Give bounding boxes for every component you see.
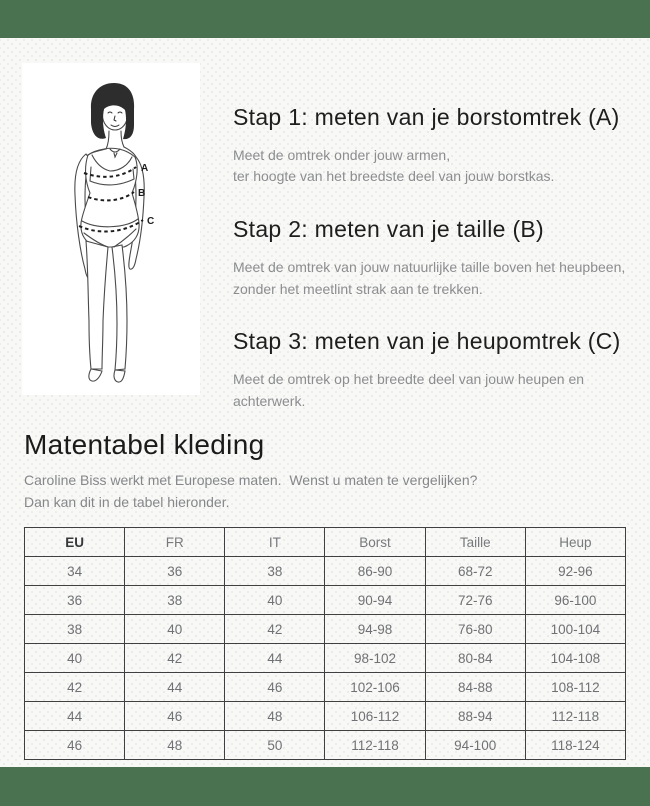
step-3 (233, 327, 626, 412)
table-row (25, 557, 626, 586)
table-cell: 108-112 (525, 673, 625, 702)
table-cell: 84-88 (425, 673, 525, 702)
table-cell: 90-94 (325, 586, 425, 615)
table-cell: 36 (125, 557, 225, 586)
table-cell: 100-104 (525, 615, 625, 644)
measurement-guide-row (22, 63, 626, 412)
table-row (25, 702, 626, 731)
table-cell: 38 (125, 586, 225, 615)
table-cell: 40 (125, 615, 225, 644)
table-cell: 42 (25, 673, 125, 702)
table-cell: 106-112 (325, 702, 425, 731)
table-cell: 68-72 (425, 557, 525, 586)
step-1-line-1: Meet de omtrek onder jouw armen, (233, 146, 451, 163)
table-row (25, 731, 626, 760)
table-cell: 112-118 (525, 702, 625, 731)
step-3-line-1: Meet de omtrek op het breedte deel van jouw heupen en achterwerk. (233, 371, 585, 409)
table-row (25, 586, 626, 615)
table-cell: 42 (225, 615, 325, 644)
table-cell: 38 (25, 615, 125, 644)
table-cell: 46 (125, 702, 225, 731)
size-table-header (25, 528, 626, 557)
table-cell: 38 (225, 557, 325, 586)
table-cell: 40 (25, 644, 125, 673)
top-border-bar (0, 0, 650, 38)
waist-label: B (138, 188, 146, 199)
table-cell: 92-96 (525, 557, 625, 586)
table-cell: 112-118 (325, 731, 425, 760)
table-cell: 94-100 (425, 731, 525, 760)
table-cell: 36 (25, 586, 125, 615)
table-cell: 94-98 (325, 615, 425, 644)
table-header-row (25, 528, 626, 557)
table-cell: 48 (225, 702, 325, 731)
table-cell: 76-80 (425, 615, 525, 644)
table-cell: 44 (125, 673, 225, 702)
intro-line-1: Caroline Biss werkt met Europese maten. Wenst u maten te vergelijken? (24, 471, 478, 488)
measurement-steps (233, 63, 626, 412)
intro-line-2: Dan kan dit in de tabel hieronder. (24, 493, 230, 510)
step-1 (233, 103, 626, 188)
page-content (0, 38, 650, 767)
table-cell: 102-106 (325, 673, 425, 702)
table-cell: 48 (125, 731, 225, 760)
step-1-title: Stap 1: meten van je borstomtrek (A) (233, 104, 620, 130)
size-table (24, 527, 626, 760)
step-2-title: Stap 2: meten van je taille (B) (233, 216, 545, 243)
table-cell: 98-102 (325, 644, 425, 673)
header-taille: Taille (425, 528, 525, 557)
table-cell: 46 (225, 673, 325, 702)
table-cell: 42 (125, 644, 225, 673)
table-cell: 88-94 (425, 702, 525, 731)
step-2-line-2: zonder het meetlint strak aan te trekken. (233, 280, 483, 297)
step-2 (233, 215, 626, 300)
size-table-body (25, 557, 626, 760)
measurement-illustration (22, 63, 200, 395)
table-row (25, 673, 626, 702)
hip-label: C (147, 216, 155, 227)
bottom-border-bar (0, 767, 650, 806)
header-fr: FR (125, 528, 225, 557)
step-2-line-1: Meet de omtrek van jouw natuurlijke taille boven het heupbeen, (233, 258, 626, 275)
table-row (25, 615, 626, 644)
table-cell: 96-100 (525, 586, 625, 615)
table-cell: 44 (25, 702, 125, 731)
table-cell: 86-90 (325, 557, 425, 586)
table-cell: 40 (225, 586, 325, 615)
table-cell: 46 (25, 731, 125, 760)
size-section-intro (24, 470, 626, 513)
measurement-figure-illustration (22, 63, 200, 395)
table-cell: 44 (225, 644, 325, 673)
size-section-title: Matentabel kleding (24, 429, 265, 461)
table-cell: 50 (225, 731, 325, 760)
size-table-section (22, 428, 626, 760)
table-cell: 34 (25, 557, 125, 586)
table-cell: 104-108 (525, 644, 625, 673)
table-row (25, 644, 626, 673)
step-1-line-2: ter hoogte van het breedste deel van jouw borstkas. (233, 168, 555, 185)
step-3-title: Stap 3: meten van je heupomtrek (C) (233, 328, 621, 355)
header-borst: Borst (325, 528, 425, 557)
table-cell: 72-76 (425, 586, 525, 615)
bust-label: A (141, 163, 149, 174)
header-it: IT (225, 528, 325, 557)
header-eu: EU (25, 528, 125, 557)
table-cell: 118-124 (525, 731, 625, 760)
header-heup: Heup (525, 528, 625, 557)
table-cell: 80-84 (425, 644, 525, 673)
